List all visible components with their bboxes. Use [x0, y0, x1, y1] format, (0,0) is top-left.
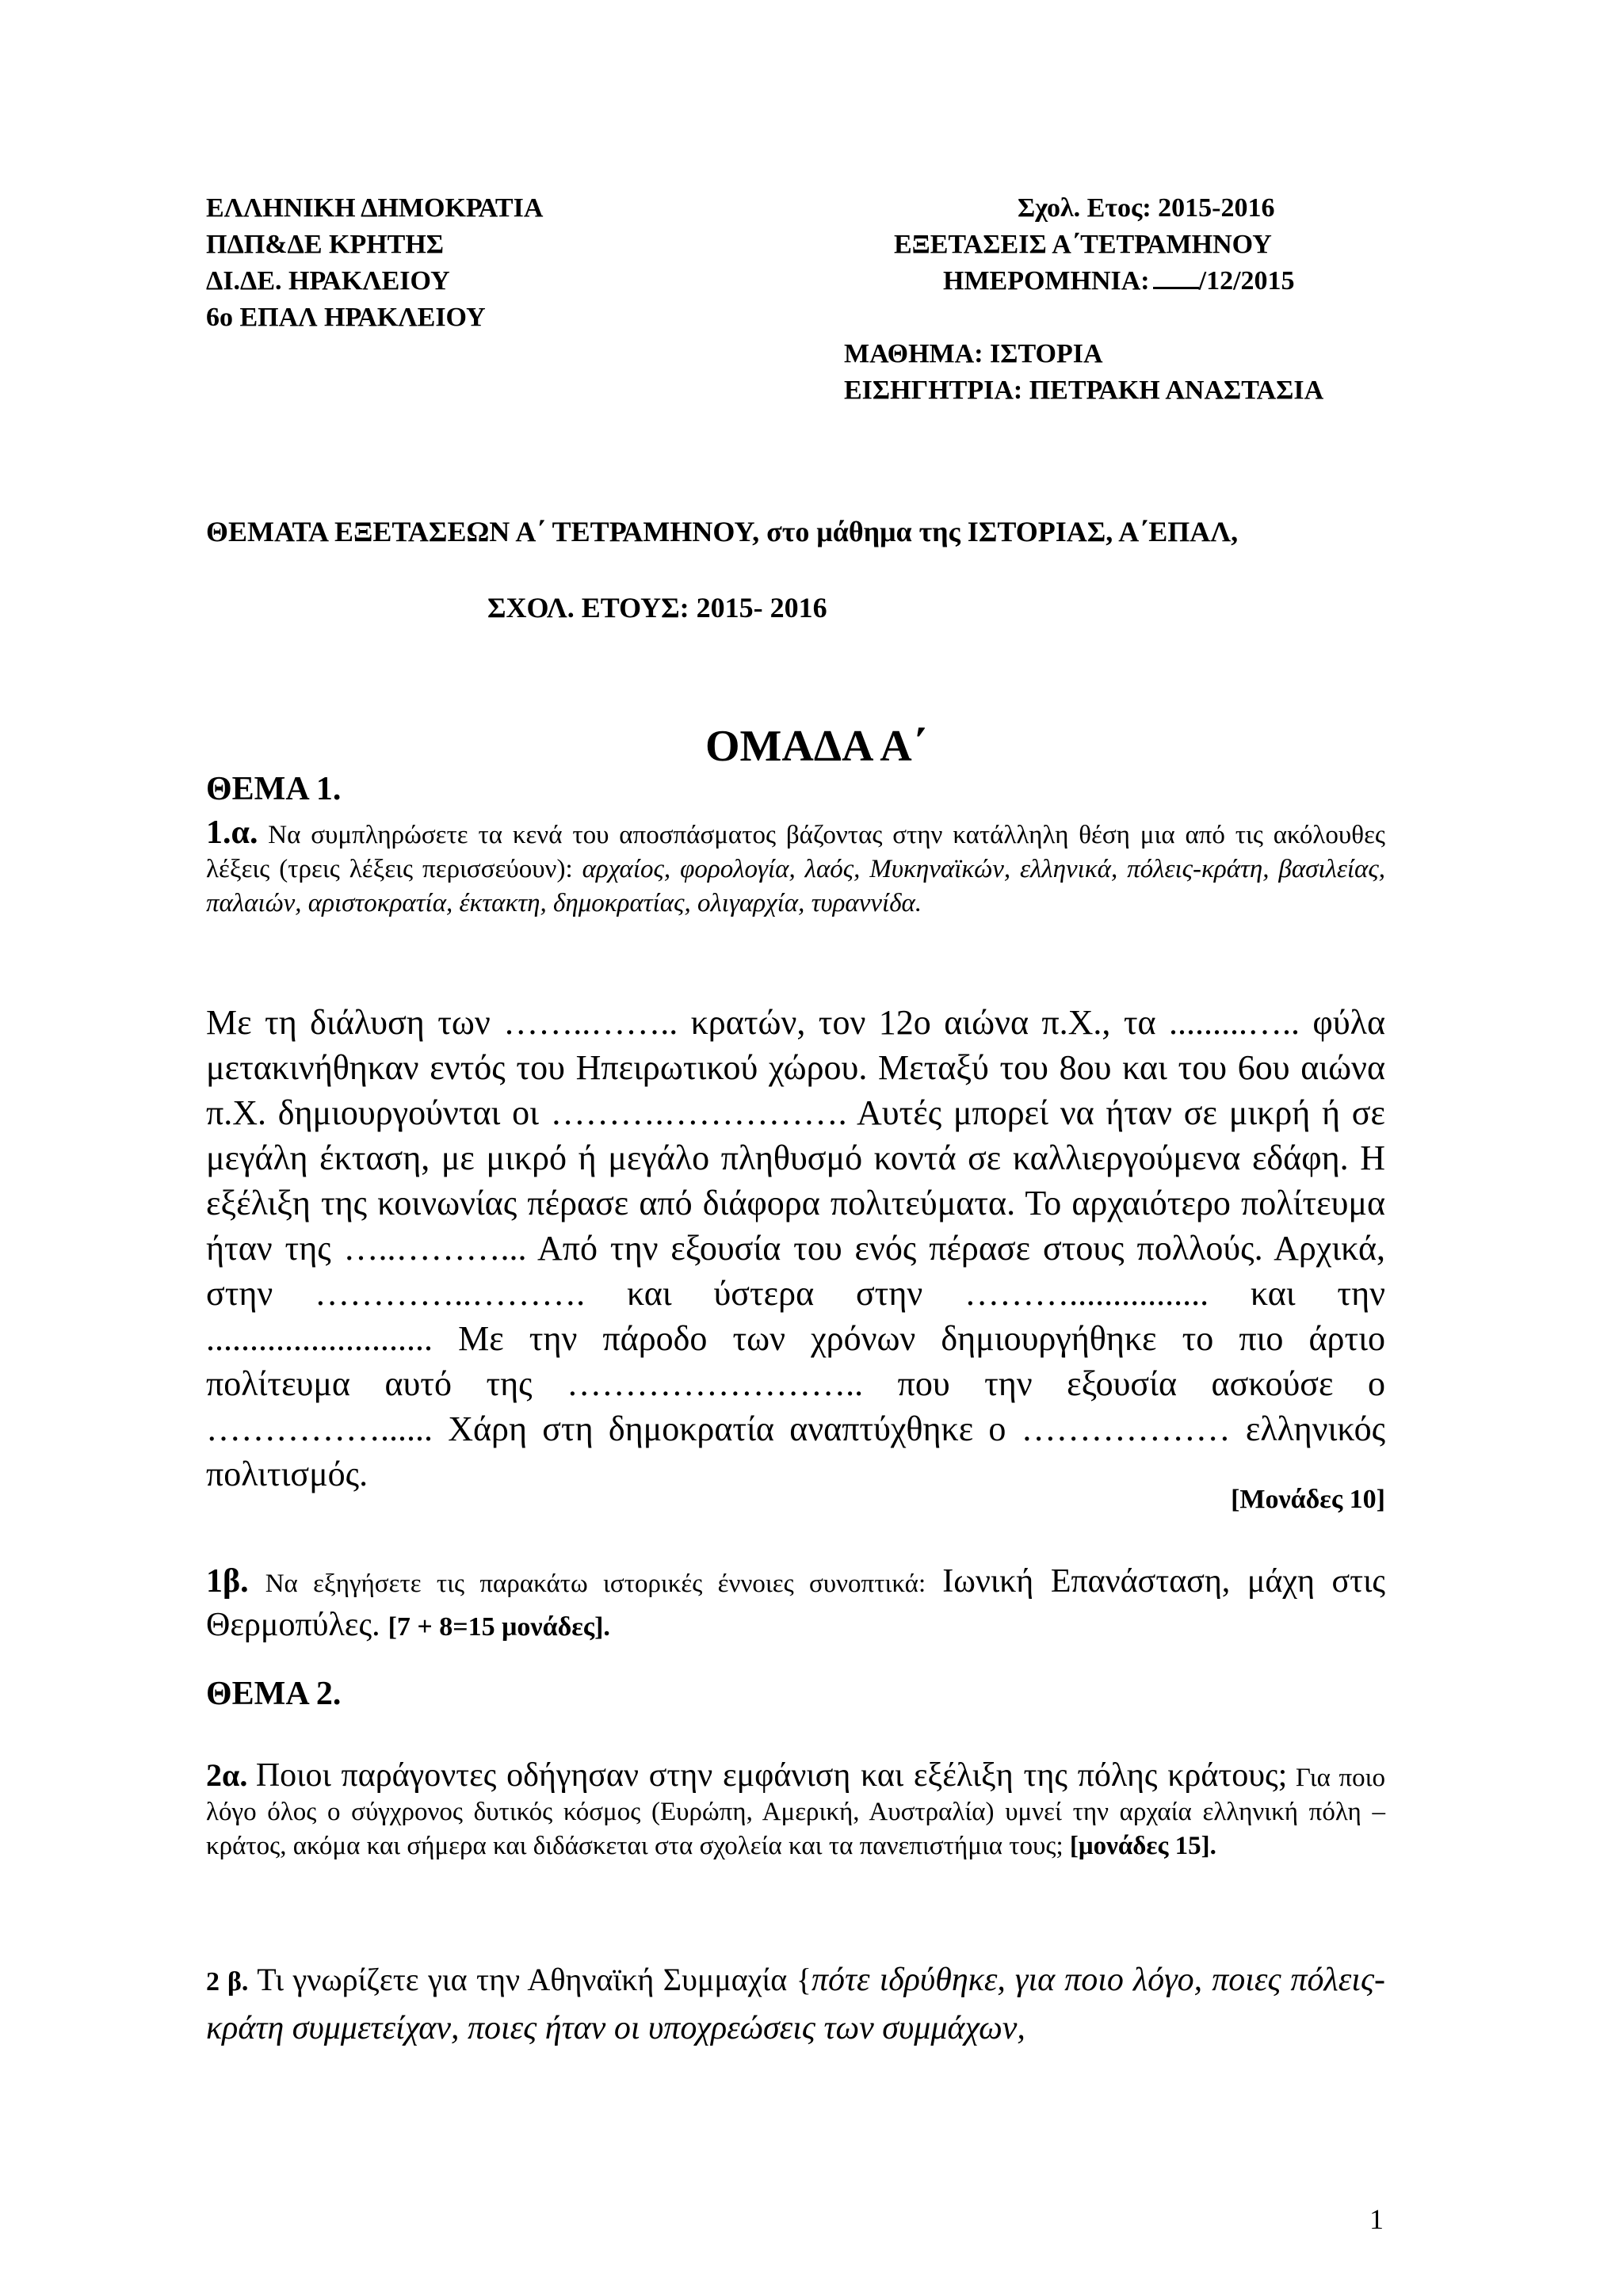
- date-value: /12/2015: [1198, 266, 1295, 296]
- question-1b-points: [7 + 8=15 μονάδες].: [388, 1612, 610, 1642]
- question-2a-text2: Για ποιο λόγο όλος ο σύγχρονος δυτικός κόσμος (Ευρώπη, Αμερική, Αυστραλία) υμνεί την αρχαία ελληνική πόλη – κράτος, ακόμα και σήμερα και διδάσκεται στα σχολεία και τα πανεπιστήμια τους;: [206, 1764, 1385, 1860]
- question-2b-italic: πότε ιδρύθηκε, για ποιο λόγο, ποιες πόλεις- κράτη συμμετείχαν, ποιες ήταν οι υποχρεώσεις των συμμάχων,: [206, 1962, 1385, 2046]
- date-line: [943, 263, 1295, 299]
- question-2a-text1: Ποιοι παράγοντες οδήγησαν στην εμφάνιση και εξέλιξη της πόλης κράτους;: [255, 1757, 1288, 1794]
- exams-label: ΕΞΕΤΑΣΕΙΣ Α΄ΤΕΤΡΑΜΗΝΟΥ: [894, 230, 1272, 259]
- question-2a-label: 2α.: [206, 1757, 248, 1793]
- question-1b-label: 1β.: [206, 1563, 249, 1600]
- question-1b-terms: Ιωνική Επανάσταση, μάχη στις Θερμοπύλες.: [206, 1563, 1386, 1643]
- date-blank: [1153, 263, 1199, 289]
- school-year-title: ΣΧΟΛ. ΕΤΟΥΣ: 2015- 2016: [487, 592, 827, 624]
- question-2b: [206, 1957, 1385, 2051]
- question-1a: [206, 816, 1385, 921]
- question-1b: [206, 1561, 1385, 1647]
- question-2a: [206, 1756, 1385, 1863]
- group-title: ΟΜΑΔΑ Α΄: [705, 722, 927, 771]
- header-left-line: ΠΔΠ&ΔΕ ΚΡΗΤΗΣ: [206, 230, 445, 259]
- question-2a-points: [μονάδες 15].: [1069, 1832, 1216, 1860]
- teacher-line: ΕΙΣΗΓΗΤΡΙΑ: ΠΕΤΡΑΚΗ ΑΝΑΣΤΑΣΙΑ: [844, 376, 1324, 405]
- question-1a-text: Να συμπληρώσετε τα κενά του αποσπάσματος βάζοντας στην κατάλληλη θέση μια από τις ακόλουθες λέξεις (τρεις λέξεις περισσεύουν):: [206, 821, 1386, 883]
- page-number: 1: [1369, 2203, 1384, 2235]
- header-left-line: ΕΛΛΗΝΙΚΗ ΔΗΜΟΚΡΑΤΙΑ: [206, 193, 544, 223]
- fill-in-passage: Με τη διάλυση των ……..…….. κρατών, τον 12ο αιώνα π.Χ., τα .........….. φύλα μετακινήθηκαν εντός του Ηπειρωτικού χώρου. Μεταξύ του 8ου και του 6ου αιώνα π.Χ. δημιουργούνται οι ……….……………. Αυτές μπορεί να ήταν σε μικρή ή σε μεγάλη έκταση, με μικρό ή μεγάλο πληθυσμό κοντά σε καλλιεργούμενα εδάφη. Η εξέλιξη της κοινωνίας πέρασε από διάφορα πολιτεύματα. Το αρχαιότερο πολίτευμα ήταν της …..………... Από την εξουσία του ενός πέρασε στους πολλούς. Αρχικά, στην …………..………. και ύστερα στην ………................ και την .......................... Με την πάροδο των χρόνων δημιουργήθηκε το πιο άρτιο πολίτευμα αυτό της …………………….. που την εξουσία ασκούσε ο ……………...... Χάρη στη δημοκρατία αναπτύχθηκε ο ……………… ελληνικός πολιτισμός.: [206, 1003, 1385, 1493]
- theme-2-heading: ΘΕΜΑ 2.: [206, 1676, 342, 1712]
- question-2b-text: Τι γνωρίζετε για την Αθηναϊκή Συμμαχία {: [257, 1962, 812, 1997]
- question-2b-label: 2 β.: [206, 1967, 249, 1997]
- question-1b-text: Να εξηγήσετε τις παρακάτω ιστορικές έννοιες συνοπτικά:: [265, 1569, 926, 1598]
- header-left: [206, 190, 543, 336]
- date-label: ΗΜΕΡΟΜΗΝΙΑ:: [943, 266, 1150, 296]
- exam-title: ΘΕΜΑΤΑ ΕΞΕΤΑΣΕΩΝ Α΄ ΤΕΤΡΑΜΗΝΟΥ, στο μάθημα της ΙΣΤΟΡΙΑΣ, Α΄ΕΠΑΛ,: [206, 516, 1239, 547]
- header-left-line: ΔΙ.ΔΕ. ΗΡΑΚΛΕΙΟΥ: [206, 266, 450, 296]
- question-1a-words: αρχαίος, φορολογία, λαός, Μυκηναϊκών, ελληνικά, πόλεις-κράτη, βασιλείας, παλαιών, αριστοκρατία, έκτακτη, δημοκρατίας, ολιγαρχία, τυραννίδα.: [206, 855, 1386, 917]
- question-1a-points: [Μονάδες 10]: [1231, 1485, 1385, 1514]
- theme-1-heading: ΘΕΜΑ 1.: [206, 771, 342, 807]
- question-1a-label: 1.α.: [206, 814, 258, 851]
- school-year: Σχολ. Ετος: 2015-2016: [1018, 193, 1275, 223]
- header-left-line: 6ο ΕΠΑΛ ΗΡΑΚΛΕΙΟΥ: [206, 303, 486, 332]
- subject-line: ΜΑΘΗΜΑ: ΙΣΤΟΡΙΑ: [844, 339, 1103, 368]
